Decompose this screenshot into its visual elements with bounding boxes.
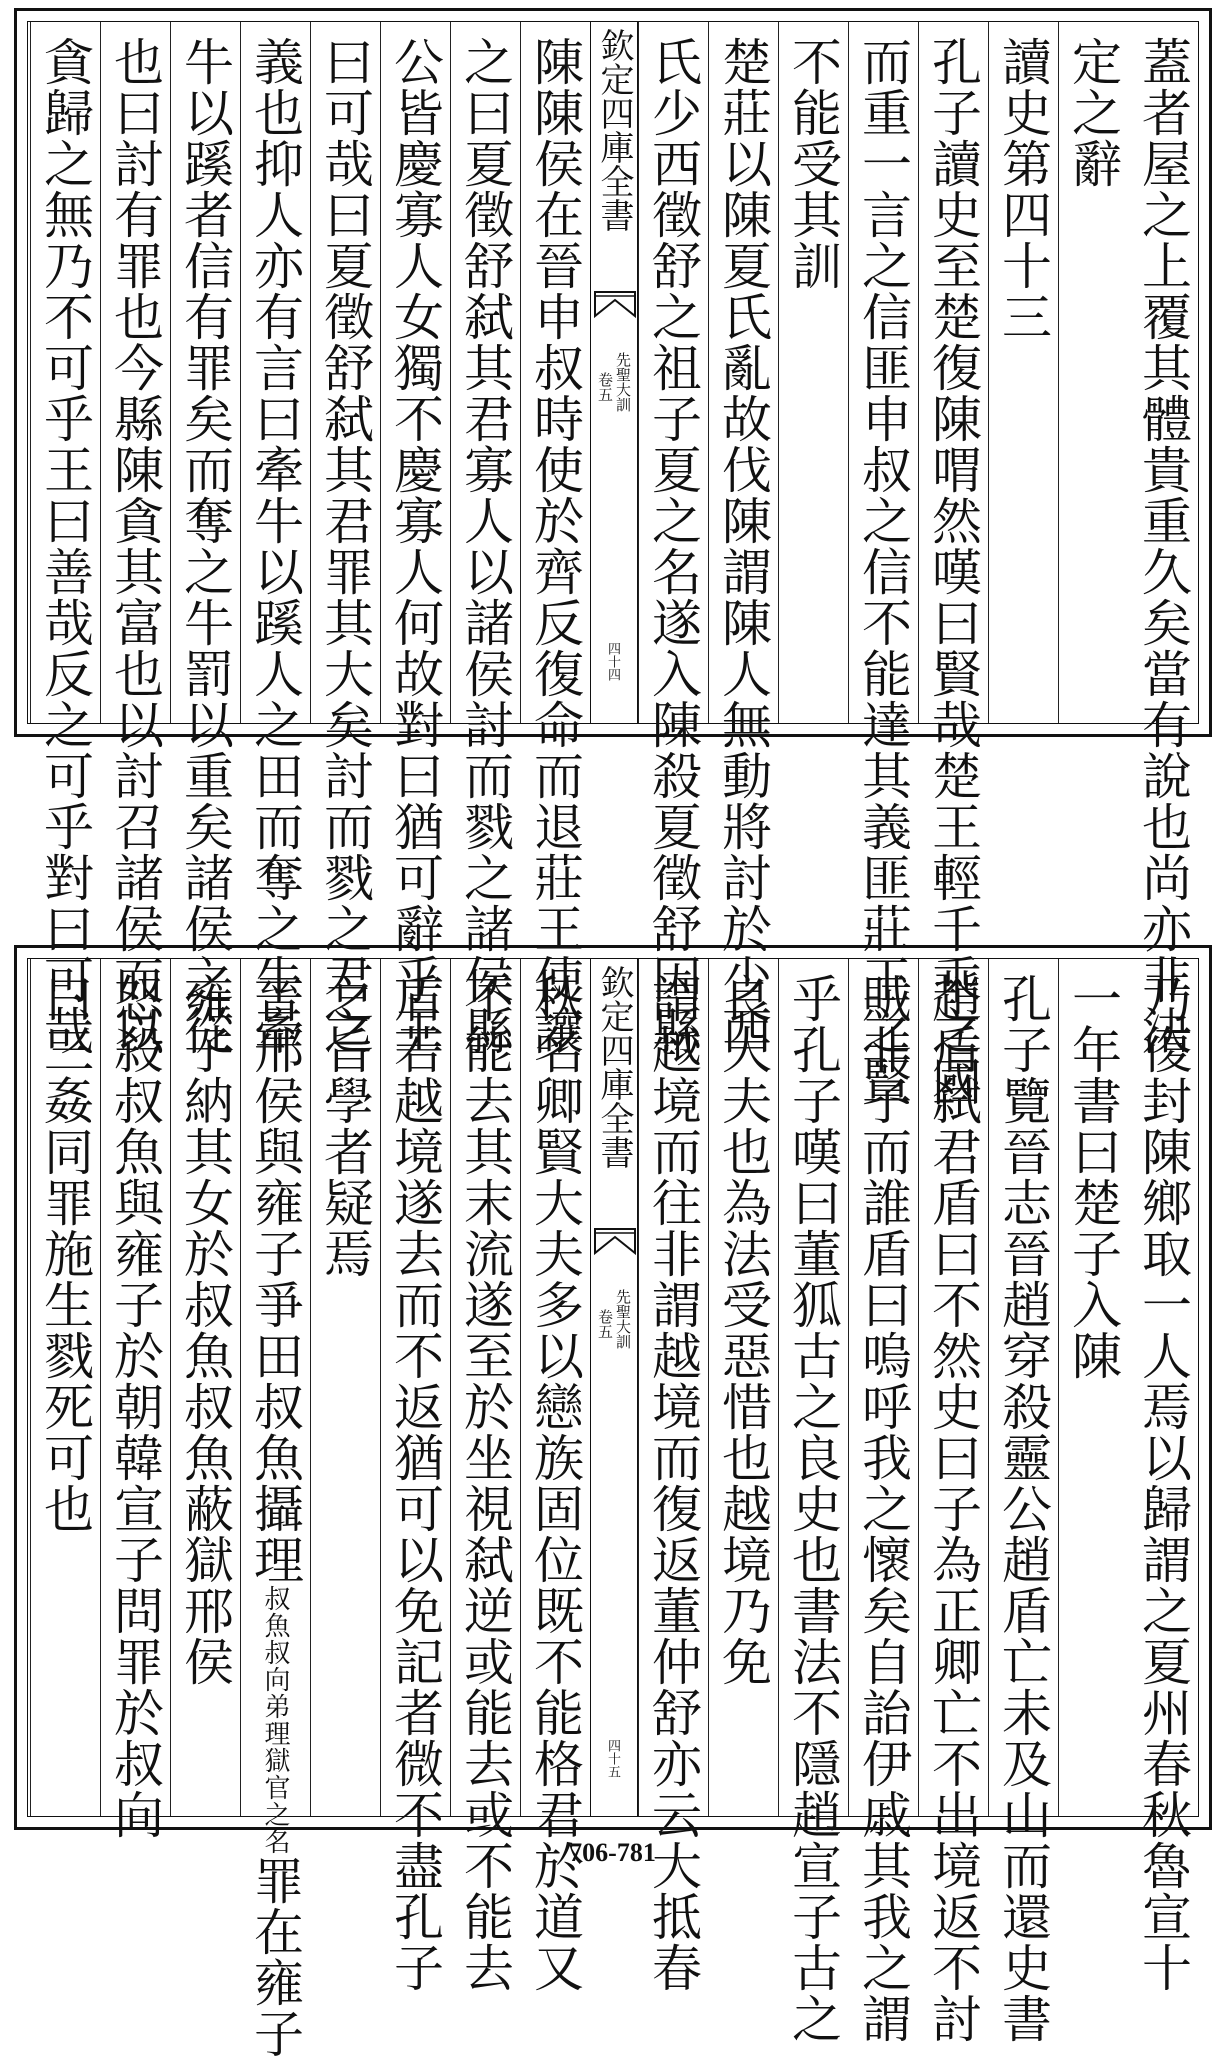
- page-footer-number: 706-781: [569, 1838, 656, 1867]
- text-column: 趙盾弑君盾曰不然史曰子為正卿亡不出境返不討: [918, 959, 988, 1816]
- gutter-work-title: 先聖大訓: [614, 352, 632, 412]
- top-page-frame: [27, 21, 1199, 1107]
- text-column: 蓋者屋之上覆其體貴重久矣當有說也尚亦非決: [1134, 36, 1192, 1056]
- gutter-work-title: 先聖大訓: [614, 1289, 632, 1349]
- text-column: 孔子讀史至楚復陳喟然嘆曰賢哉楚王輕千乘之國: [918, 22, 988, 723]
- fish-tail-mark-icon: [595, 292, 635, 316]
- text-column: 一年書曰楚子入陳: [1058, 959, 1128, 1816]
- text-column: [170, 959, 240, 1816]
- text-column: 義也抑人亦有言曰牽牛以蹊人之田而奪之牛牽: [240, 22, 310, 723]
- commentary-note: 叔魚叔向弟理獄官之名: [260, 1585, 290, 1855]
- text-column: [240, 959, 310, 2059]
- fish-tail-mark-icon: [595, 1229, 635, 1253]
- text-column: 不能去其末流遂至於坐視弑逆或能去或不能去: [450, 959, 520, 1816]
- text-column: 之旨學者疑焉: [310, 959, 380, 1816]
- text-column: 謂越境而往非謂越境而復返董仲舒亦云大抵春: [638, 959, 708, 1816]
- text-column: 秋名卿賢大夫多以戀族固位既不能格君於道又: [520, 959, 590, 1816]
- top-page: [14, 8, 1212, 1107]
- text-column: 不能受其訓: [778, 22, 848, 723]
- gutter-page-number: 四十五: [605, 1739, 620, 1778]
- text-column: 之曰夏徵舒弑其君寡人以諸侯討而戮之諸侯縣: [450, 22, 520, 723]
- text-column: 陳陳侯在晉申叔時使於齊反復命而退莊王使讓: [520, 22, 590, 723]
- text-column: 楚莊以陳夏氏亂故伐陳謂陳人無動將討於少西: [708, 22, 778, 723]
- center-gutter: [590, 22, 638, 723]
- center-gutter: [590, 959, 638, 1816]
- main-text: 晉邢侯與雍子爭田叔魚攝理: [246, 973, 304, 1585]
- gutter-page-number: 四十四: [605, 642, 620, 681]
- text-column: 讀史第四十三: [988, 22, 1058, 723]
- text-column: [100, 959, 170, 1840]
- gutter-juan: 卷五: [596, 1309, 614, 1339]
- text-column: 曰可哉曰夏徵舒弑其君罪其大矣討而戮之君之: [310, 22, 380, 723]
- main-text: 雍子納其女於叔魚叔魚蔽獄邢侯: [176, 973, 234, 1687]
- text-column: 也曰討有罪也今縣陳貪其富也以討召諸侯而以: [100, 22, 170, 723]
- text-column: 公皆慶寡人女獨不慶寡人何故對曰猶可辭乎王: [380, 22, 450, 723]
- text-column: 而重一言之信匪申叔之信不能達其義匪莊王之賢: [848, 22, 918, 723]
- gutter-title: 欽定四庫全書: [594, 28, 634, 232]
- text-column: 良大夫也為法受惡惜也越境乃免: [708, 959, 778, 1816]
- text-column: 盾若越境遂去而不返猶可以免記者微不盡孔子: [380, 959, 450, 1816]
- text-column: 賊非子而誰盾曰嗚呼我之懷矣自詒伊戚其我之謂: [848, 959, 918, 1816]
- gutter-juan: 卷五: [596, 372, 614, 402]
- text-column: 氏少西徵舒之祖子夏之名遂入陳殺夏徵舒因縣: [638, 22, 708, 723]
- text-column: 貪歸之無乃不可乎王曰善哉反之可乎對曰可哉: [30, 22, 100, 723]
- main-text: 罪在雍子: [246, 1855, 304, 2059]
- gutter-title: 欽定四庫全書: [594, 965, 634, 1169]
- text-column: 乎孔子嘆曰董狐古之良史也書法不隱趙宣子古之: [778, 959, 848, 1816]
- text-column: 乃復封陳鄉取一人焉以歸謂之夏州春秋魯宣十: [1134, 973, 1192, 1993]
- text-column: 牛以蹊者信有罪矣而奪之牛罰以重矣諸侯之從: [170, 22, 240, 723]
- main-text: 怒殺叔魚與雍子於朝韓宣子問罪於叔向: [106, 973, 164, 1840]
- text-column: 曰三姦同罪施生戮死可也: [30, 959, 100, 1816]
- text-column: 定之辭: [1058, 22, 1128, 723]
- text-column: 孔子覽晉志晉趙穿殺靈公趙盾亡未及山而還史書: [988, 959, 1058, 1816]
